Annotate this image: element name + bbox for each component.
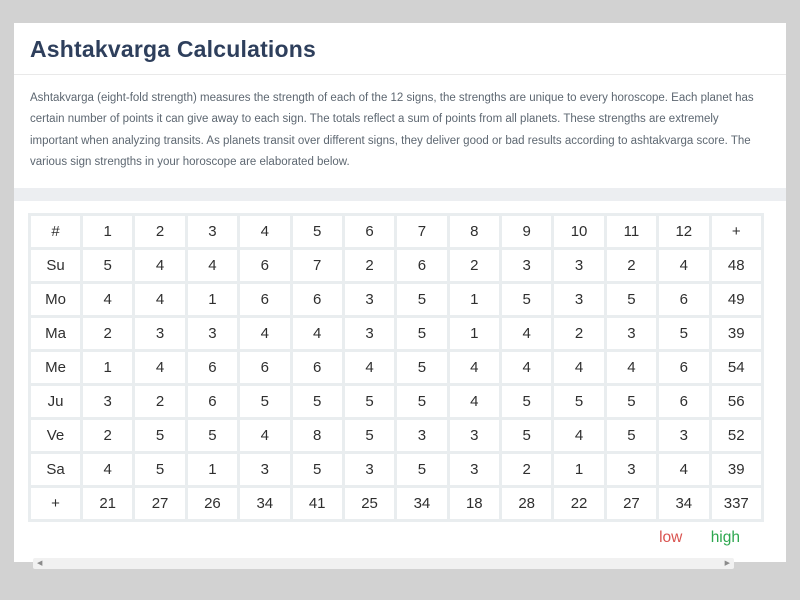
- row-label: Me: [31, 352, 80, 383]
- section-divider: [14, 188, 786, 201]
- score-cell: 5: [397, 454, 446, 485]
- score-cell: 4: [188, 250, 237, 281]
- row-label: Ve: [31, 420, 80, 451]
- column-total-cell: 34: [240, 488, 289, 519]
- score-cell: 4: [345, 352, 394, 383]
- column-header: 10: [554, 216, 603, 247]
- scroll-left-icon[interactable]: ◀: [37, 560, 43, 568]
- score-cell: 4: [502, 318, 551, 349]
- column-total-cell: 22: [554, 488, 603, 519]
- score-cell: 5: [345, 386, 394, 417]
- score-cell: 6: [659, 386, 708, 417]
- score-cell: 4: [293, 318, 342, 349]
- score-cell: 5: [607, 284, 656, 315]
- column-total-cell: 27: [135, 488, 184, 519]
- horizontal-scrollbar[interactable]: [33, 558, 734, 569]
- column-total-cell: 34: [659, 488, 708, 519]
- table-body: [31, 250, 761, 519]
- row-total-cell: 52: [712, 420, 762, 451]
- planet-row-Su: [31, 250, 761, 281]
- description-section: [14, 75, 786, 188]
- column-total-cell: 21: [83, 488, 132, 519]
- row-total-cell: 56: [712, 386, 762, 417]
- legend: [28, 529, 762, 547]
- score-cell: 5: [397, 386, 446, 417]
- row-total-cell: 39: [712, 318, 762, 349]
- score-cell: 2: [83, 318, 132, 349]
- score-cell: 4: [240, 318, 289, 349]
- row-label: Su: [31, 250, 80, 281]
- planet-row-Me: [31, 352, 761, 383]
- score-cell: 5: [188, 420, 237, 451]
- column-header: 2: [135, 216, 184, 247]
- score-cell: 5: [607, 386, 656, 417]
- title-section: [14, 23, 786, 75]
- column-header: 7: [397, 216, 446, 247]
- score-cell: 8: [293, 420, 342, 451]
- totals-row-label: +: [31, 488, 80, 519]
- column-total-cell: 18: [450, 488, 499, 519]
- score-cell: 1: [83, 352, 132, 383]
- score-cell: 5: [293, 454, 342, 485]
- score-cell: 3: [135, 318, 184, 349]
- score-cell: 3: [397, 420, 446, 451]
- column-header: 3: [188, 216, 237, 247]
- column-header: 5: [293, 216, 342, 247]
- score-cell: 4: [83, 284, 132, 315]
- score-cell: 3: [345, 318, 394, 349]
- totals-row: [31, 488, 761, 519]
- score-cell: 5: [607, 420, 656, 451]
- score-cell: 6: [240, 352, 289, 383]
- row-total-cell: 49: [712, 284, 762, 315]
- score-cell: 6: [188, 386, 237, 417]
- score-cell: 5: [397, 352, 446, 383]
- column-header: 4: [240, 216, 289, 247]
- score-cell: 4: [502, 352, 551, 383]
- score-cell: 2: [607, 250, 656, 281]
- score-cell: 2: [83, 420, 132, 451]
- score-cell: 5: [502, 386, 551, 417]
- planet-row-Sa: [31, 454, 761, 485]
- score-cell: 6: [659, 284, 708, 315]
- description-text: Ashtakvarga (eight-fold strength) measures the strength of each of the 12 signs, the strengths are unique to every horoscope. Each planet has certain number of points it can give away to each sign. The totals reflect a sum of points from all planets. These strengths are extremely important when analyzing transits. As planets transit over different signs, they deliver good or bad results according to ashtakvarga score. The various sign strengths in your horoscope are elaborated below.: [30, 92, 754, 168]
- score-cell: 6: [188, 352, 237, 383]
- score-cell: 6: [293, 284, 342, 315]
- planet-row-Mo: [31, 284, 761, 315]
- column-header: +: [712, 216, 762, 247]
- score-cell: 3: [345, 284, 394, 315]
- score-cell: 5: [502, 284, 551, 315]
- column-total-cell: 41: [293, 488, 342, 519]
- score-cell: 5: [554, 386, 603, 417]
- grand-total-cell: 337: [712, 488, 762, 519]
- row-label: Mo: [31, 284, 80, 315]
- score-cell: 3: [188, 318, 237, 349]
- planet-row-Ju: [31, 386, 761, 417]
- column-total-cell: 34: [397, 488, 446, 519]
- ashtakvarga-table: [28, 213, 764, 522]
- score-cell: 4: [135, 284, 184, 315]
- row-label: Sa: [31, 454, 80, 485]
- score-cell: 1: [188, 454, 237, 485]
- row-total-cell: 48: [712, 250, 762, 281]
- score-cell: 3: [607, 454, 656, 485]
- score-cell: 5: [397, 318, 446, 349]
- score-cell: 7: [293, 250, 342, 281]
- score-cell: 4: [659, 250, 708, 281]
- score-cell: 4: [554, 420, 603, 451]
- score-cell: 3: [659, 420, 708, 451]
- score-cell: 4: [135, 250, 184, 281]
- column-total-cell: 25: [345, 488, 394, 519]
- score-cell: 2: [502, 454, 551, 485]
- score-cell: 2: [345, 250, 394, 281]
- planet-row-Ve: [31, 420, 761, 451]
- score-cell: 4: [607, 352, 656, 383]
- score-cell: 6: [397, 250, 446, 281]
- row-label: Ma: [31, 318, 80, 349]
- score-cell: 3: [450, 454, 499, 485]
- score-cell: 6: [240, 284, 289, 315]
- score-cell: 2: [554, 318, 603, 349]
- score-cell: 5: [502, 420, 551, 451]
- row-label: Ju: [31, 386, 80, 417]
- column-header: 8: [450, 216, 499, 247]
- content-card: [14, 23, 786, 568]
- score-cell: 3: [450, 420, 499, 451]
- score-cell: 6: [659, 352, 708, 383]
- score-cell: 3: [607, 318, 656, 349]
- score-cell: 3: [345, 454, 394, 485]
- page-title: Ashtakvarga Calculations: [30, 36, 317, 62]
- row-total-cell: 39: [712, 454, 762, 485]
- column-total-cell: 28: [502, 488, 551, 519]
- score-cell: 4: [83, 454, 132, 485]
- legend-high-label: high: [710, 529, 740, 547]
- score-cell: 6: [240, 250, 289, 281]
- score-cell: 5: [659, 318, 708, 349]
- score-cell: 4: [240, 420, 289, 451]
- column-header: 6: [345, 216, 394, 247]
- column-header: 1: [83, 216, 132, 247]
- score-cell: 5: [135, 420, 184, 451]
- score-cell: 3: [502, 250, 551, 281]
- score-cell: 5: [135, 454, 184, 485]
- score-cell: 2: [450, 250, 499, 281]
- scroll-right-icon[interactable]: ▶: [724, 560, 730, 568]
- planet-row-Ma: [31, 318, 761, 349]
- column-total-cell: 27: [607, 488, 656, 519]
- score-cell: 1: [554, 454, 603, 485]
- score-cell: 3: [83, 386, 132, 417]
- score-cell: 5: [345, 420, 394, 451]
- score-cell: 4: [554, 352, 603, 383]
- score-cell: 4: [450, 386, 499, 417]
- score-cell: 1: [450, 318, 499, 349]
- score-cell: 6: [293, 352, 342, 383]
- score-cell: 5: [397, 284, 446, 315]
- table-header-row: [31, 216, 761, 247]
- score-cell: 3: [554, 284, 603, 315]
- score-cell: 5: [293, 386, 342, 417]
- legend-low-label: low: [659, 529, 683, 547]
- column-header: 11: [607, 216, 656, 247]
- column-header: 12: [659, 216, 708, 247]
- score-cell: 1: [450, 284, 499, 315]
- corner-header: #: [31, 216, 80, 247]
- score-cell: 5: [240, 386, 289, 417]
- score-cell: 3: [240, 454, 289, 485]
- score-cell: 4: [135, 352, 184, 383]
- row-total-cell: 54: [712, 352, 762, 383]
- score-cell: 4: [450, 352, 499, 383]
- table-section: [14, 201, 786, 569]
- score-cell: 5: [83, 250, 132, 281]
- score-cell: 3: [554, 250, 603, 281]
- score-cell: 4: [659, 454, 708, 485]
- column-total-cell: 26: [188, 488, 237, 519]
- column-header: 9: [502, 216, 551, 247]
- score-cell: 2: [135, 386, 184, 417]
- score-cell: 1: [188, 284, 237, 315]
